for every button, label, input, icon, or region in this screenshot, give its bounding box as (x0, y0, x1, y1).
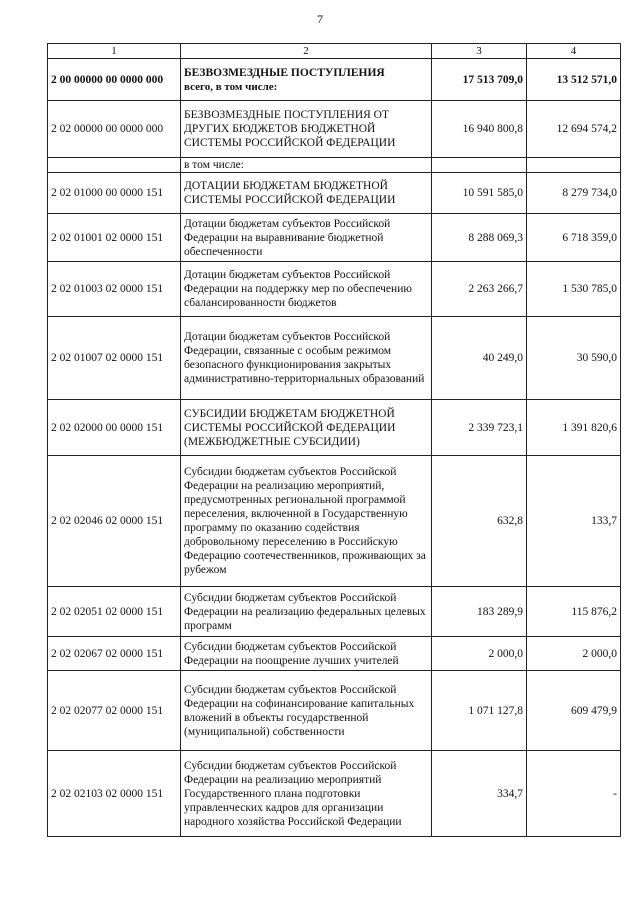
row-name: Субсидии бюджетам субъектов Российской Федерации на реализацию мероприятий Государственного плана подготовки управленческих кадров для организации народного хозяйства Российской Федерации (181, 751, 432, 837)
table-row (48, 587, 621, 637)
row-code: 2 02 00000 00 0000 000 (48, 101, 181, 158)
row-value-col4: 6 718 359,0 (527, 214, 621, 262)
row-value-col3: 2 263 266,7 (432, 262, 527, 317)
row-value-col4: 1 530 785,0 (527, 262, 621, 317)
row-value-col3: 17 513 709,0 (432, 59, 527, 101)
row-name: СУБСИДИИ БЮДЖЕТАМ БЮДЖЕТНОЙ СИСТЕМЫ РОССИЙСКОЙ ФЕДЕРАЦИИ (МЕЖБЮДЖЕТНЫЕ СУБСИДИИ) (181, 400, 432, 456)
row-value-col4: 609 479,9 (527, 671, 621, 751)
table-row (48, 173, 621, 214)
row-value-col4: 12 694 574,2 (527, 101, 621, 158)
table-row (48, 671, 621, 751)
row-value-col3: 40 249,0 (432, 317, 527, 400)
row-name: Дотации бюджетам субъектов Российской Федерации, связанные с особым режимом безопасного функционирования закрытых административно-территориальных образований (181, 317, 432, 400)
row-name: Субсидии бюджетам субъектов Российской Федерации на реализацию федеральных целевых программ (181, 587, 432, 637)
table-row (48, 101, 621, 158)
table-row (48, 214, 621, 262)
row-value-col4: 133,7 (527, 456, 621, 587)
row-value-col3: 2 339 723,1 (432, 400, 527, 456)
header-col-3: 3 (432, 44, 527, 59)
row-value-col3: 183 289,9 (432, 587, 527, 637)
row-name: Субсидии бюджетам субъектов Российской Федерации на поощрение лучших учителей (181, 637, 432, 671)
row-name: Субсидии бюджетам субъектов Российской Федерации на софинансирование капитальных вложений в объекты государственной (муниципальной) собственности (181, 671, 432, 751)
table-row (48, 158, 621, 173)
row-name: Дотации бюджетам субъектов Российской Федерации на поддержку мер по обеспечению сбалансированности бюджетов (181, 262, 432, 317)
table-row (48, 59, 621, 101)
row-name: ДОТАЦИИ БЮДЖЕТАМ БЮДЖЕТНОЙ СИСТЕМЫ РОССИЙСКОЙ ФЕДЕРАЦИИ (181, 173, 432, 214)
row-value-col4: - (527, 751, 621, 837)
page-number: 7 (317, 12, 323, 26)
row-code: 2 02 01003 02 0000 151 (48, 262, 181, 317)
row-code: 2 02 02103 02 0000 151 (48, 751, 181, 837)
row-code: 2 02 01007 02 0000 151 (48, 317, 181, 400)
row-name: БЕЗВОЗМЕЗДНЫЕ ПОСТУПЛЕНИЯ ОТ ДРУГИХ БЮДЖЕТОВ БЮДЖЕТНОЙ СИСТЕМЫ РОССИЙСКОЙ ФЕДЕРАЦИИ (181, 101, 432, 158)
row-code: 2 02 02077 02 0000 151 (48, 671, 181, 751)
table-row (48, 400, 621, 456)
header-col-4: 4 (527, 44, 621, 59)
row-code: 2 02 02051 02 0000 151 (48, 587, 181, 637)
row-code: 2 02 01000 00 0000 151 (48, 173, 181, 214)
row-value-col3: 8 288 069,3 (432, 214, 527, 262)
row-value-col3: 2 000,0 (432, 637, 527, 671)
row-code: 2 02 01001 02 0000 151 (48, 214, 181, 262)
table-row (48, 637, 621, 671)
row-value-col3: 10 591 585,0 (432, 173, 527, 214)
header-col-1: 1 (48, 44, 181, 59)
row-value-col4 (527, 158, 621, 173)
row-value-col3: 1 071 127,8 (432, 671, 527, 751)
row-value-col4: 30 590,0 (527, 317, 621, 400)
row-value-col4: 13 512 571,0 (527, 59, 621, 101)
row-name: Дотации бюджетам субъектов Российской Федерации на выравнивание бюджетной обеспеченности (181, 214, 432, 262)
row-name (181, 59, 432, 101)
row-value-col4: 8 279 734,0 (527, 173, 621, 214)
budget-table (47, 43, 621, 837)
row-value-col4: 2 000,0 (527, 637, 621, 671)
table-row (48, 456, 621, 587)
row-value-col3: 632,8 (432, 456, 527, 587)
row-value-col3 (432, 158, 527, 173)
table-row (48, 262, 621, 317)
row-name-suffix: всего, в том числе: (184, 80, 278, 93)
row-name: в том числе: (181, 158, 432, 173)
table-row (48, 751, 621, 837)
table-header-row (48, 44, 621, 59)
row-value-col3: 334,7 (432, 751, 527, 837)
row-code: 2 02 02067 02 0000 151 (48, 637, 181, 671)
row-name-main: БЕЗВОЗМЕЗДНЫЕ ПОСТУПЛЕНИЯ (184, 66, 385, 79)
header-col-2: 2 (181, 44, 432, 59)
row-value-col4: 115 876,2 (527, 587, 621, 637)
row-name: Субсидии бюджетам субъектов Российской Федерации на реализацию мероприятий, предусмотренных региональной программой переселения, включенной в Государственную программу по оказанию содействия добровольному переселению в Российскую Федерацию соотечественников, проживающих за рубежом (181, 456, 432, 587)
row-value-col4: 1 391 820,6 (527, 400, 621, 456)
row-code (48, 158, 181, 173)
row-code: 2 00 00000 00 0000 000 (48, 59, 181, 101)
table-row (48, 317, 621, 400)
row-value-col3: 16 940 800,8 (432, 101, 527, 158)
row-code: 2 02 02000 00 0000 151 (48, 400, 181, 456)
row-code: 2 02 02046 02 0000 151 (48, 456, 181, 587)
